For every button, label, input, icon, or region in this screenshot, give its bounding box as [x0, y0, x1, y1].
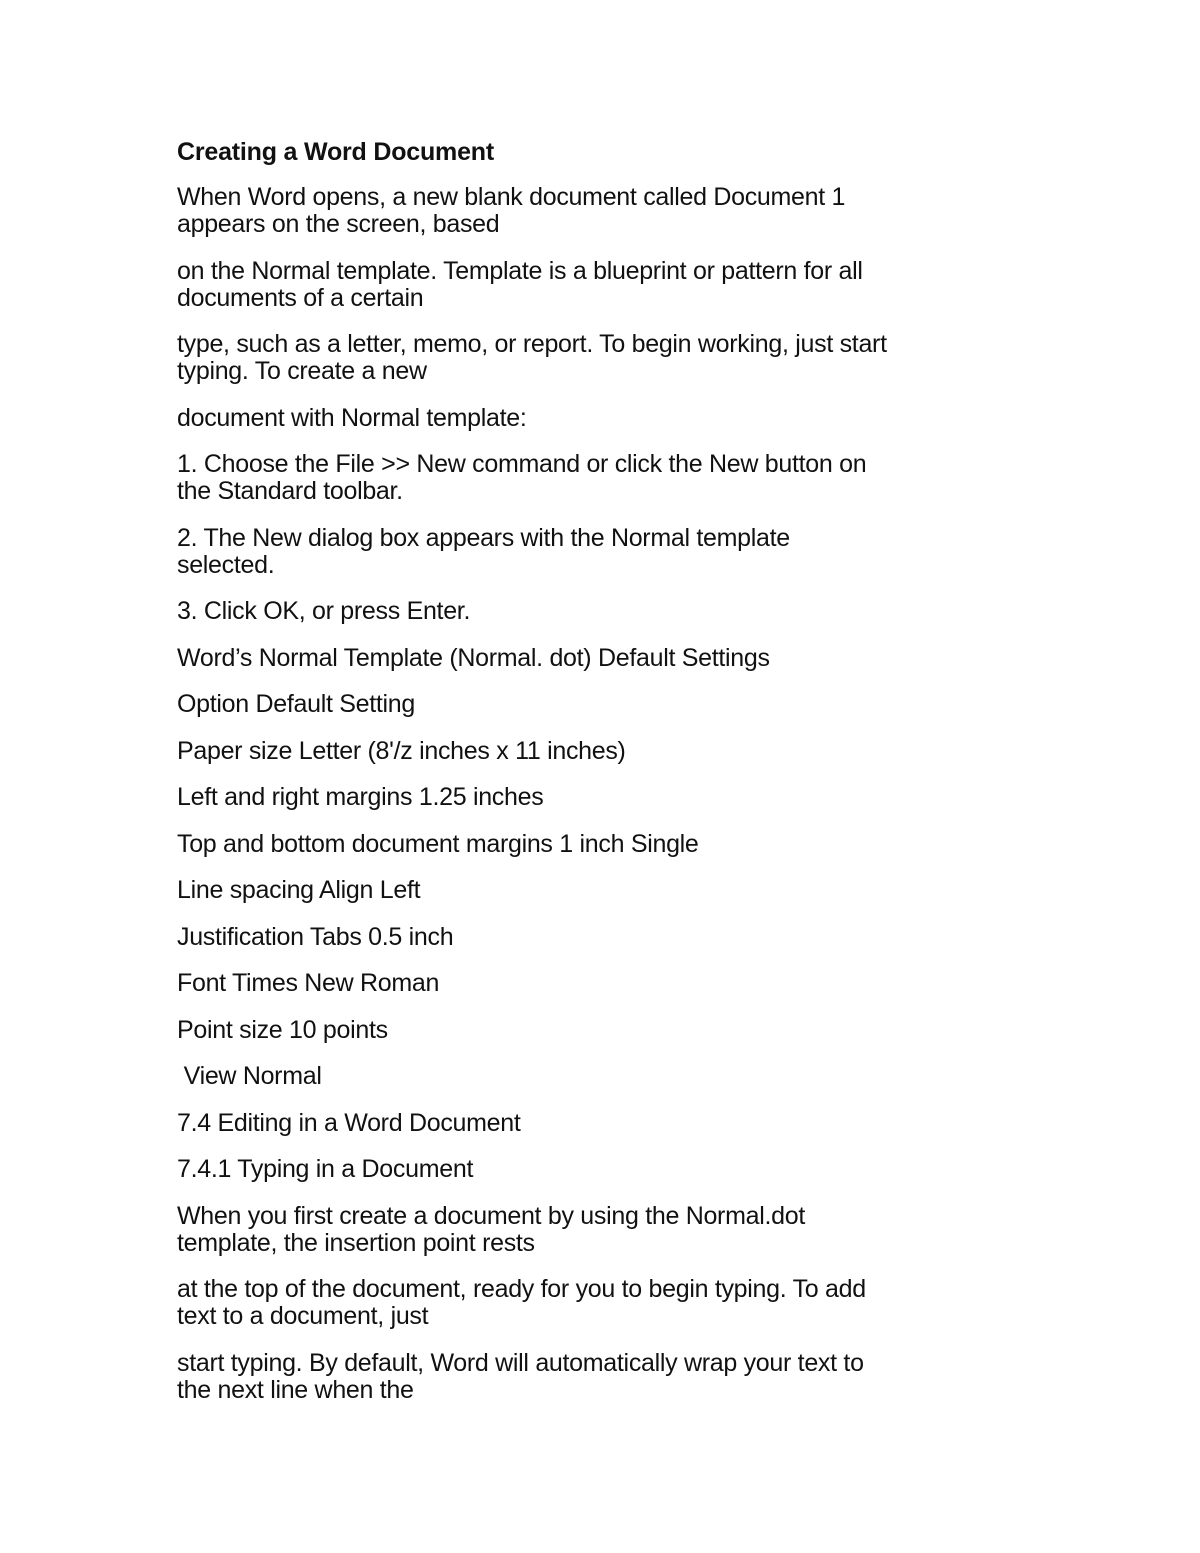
paragraph-line: Word’s Normal Template (Normal. dot) Default Settings — [177, 643, 770, 672]
paragraph — [177, 405, 1057, 432]
paragraph-line: on the Normal template. Template is a blueprint or pattern for all — [177, 256, 863, 285]
paragraph-line: text to a document, just — [177, 1302, 429, 1330]
paragraph-line: 7.4 Editing in a Word Document — [177, 1108, 521, 1137]
paragraph-line: Font Times New Roman — [177, 969, 440, 997]
paragraph-line: 2. The New dialog box appears with the Normal template — [177, 523, 790, 552]
paragraph-line: When you first create a document by using the Normal.dot — [177, 1201, 805, 1230]
paragraph — [177, 1203, 1057, 1257]
paragraph-line: 3. Click OK, or press Enter. — [177, 597, 471, 625]
paragraph — [177, 184, 1057, 238]
settings-row — [177, 784, 1057, 811]
section-heading — [177, 1110, 1057, 1137]
paragraph-line: 1. Choose the File >> New command or click the New button on — [177, 450, 867, 478]
settings-heading — [177, 645, 1057, 672]
document-title: Creating a Word Document — [177, 138, 494, 166]
paragraph — [177, 258, 1057, 312]
paragraph-line: Left and right margins 1.25 inches — [177, 783, 544, 811]
paragraph-line: at the top of the document, ready for you to begin typing. To add — [177, 1275, 866, 1303]
settings-row — [177, 877, 1057, 904]
paragraph-line: Line spacing Align Left — [177, 876, 421, 904]
document-page — [177, 138, 1057, 1423]
paragraph-line: documents of a certain — [177, 283, 424, 312]
paragraph-line: the next line when the — [177, 1375, 414, 1404]
settings-row — [177, 738, 1057, 765]
paragraph — [177, 331, 1057, 385]
paragraph-line: Justification Tabs 0.5 inch — [177, 922, 454, 951]
paragraph-line: document with Normal template: — [177, 403, 527, 432]
paragraph — [177, 1350, 1057, 1404]
settings-row — [177, 1017, 1057, 1044]
settings-row — [177, 831, 1057, 858]
numbered-step — [177, 598, 1057, 625]
paragraph-line: Point size 10 points — [177, 1015, 388, 1044]
settings-row: View Normal — [177, 1062, 322, 1090]
paragraph-line: selected. — [177, 550, 275, 579]
paragraph-line: appears on the screen, based — [177, 210, 500, 238]
paragraph-line: Top and bottom document margins 1 inch Single — [177, 829, 699, 858]
paragraph-line: start typing. By default, Word will automatically wrap your text to — [177, 1348, 864, 1377]
paragraph-line: When Word opens, a new blank document called Document 1 — [177, 183, 846, 211]
settings-row — [177, 970, 1057, 997]
paragraph-line: template, the insertion point rests — [177, 1228, 535, 1257]
numbered-step — [177, 525, 1057, 579]
subsection-heading — [177, 1156, 1057, 1183]
paragraph-line: 7.4.1 Typing in a Document — [177, 1155, 474, 1183]
paragraph — [177, 1276, 1057, 1330]
paragraph-line: the Standard toolbar. — [177, 477, 403, 505]
paragraph-line: typing. To create a new — [177, 357, 427, 385]
paragraph-line: Option Default Setting — [177, 690, 415, 718]
paragraph-line: Paper size Letter (8'/z inches x 11 inches) — [177, 736, 626, 765]
settings-row — [177, 924, 1057, 951]
settings-row — [177, 691, 1057, 718]
paragraph-line: type, such as a letter, memo, or report. To begin working, just start — [177, 330, 887, 358]
numbered-step — [177, 451, 1057, 505]
